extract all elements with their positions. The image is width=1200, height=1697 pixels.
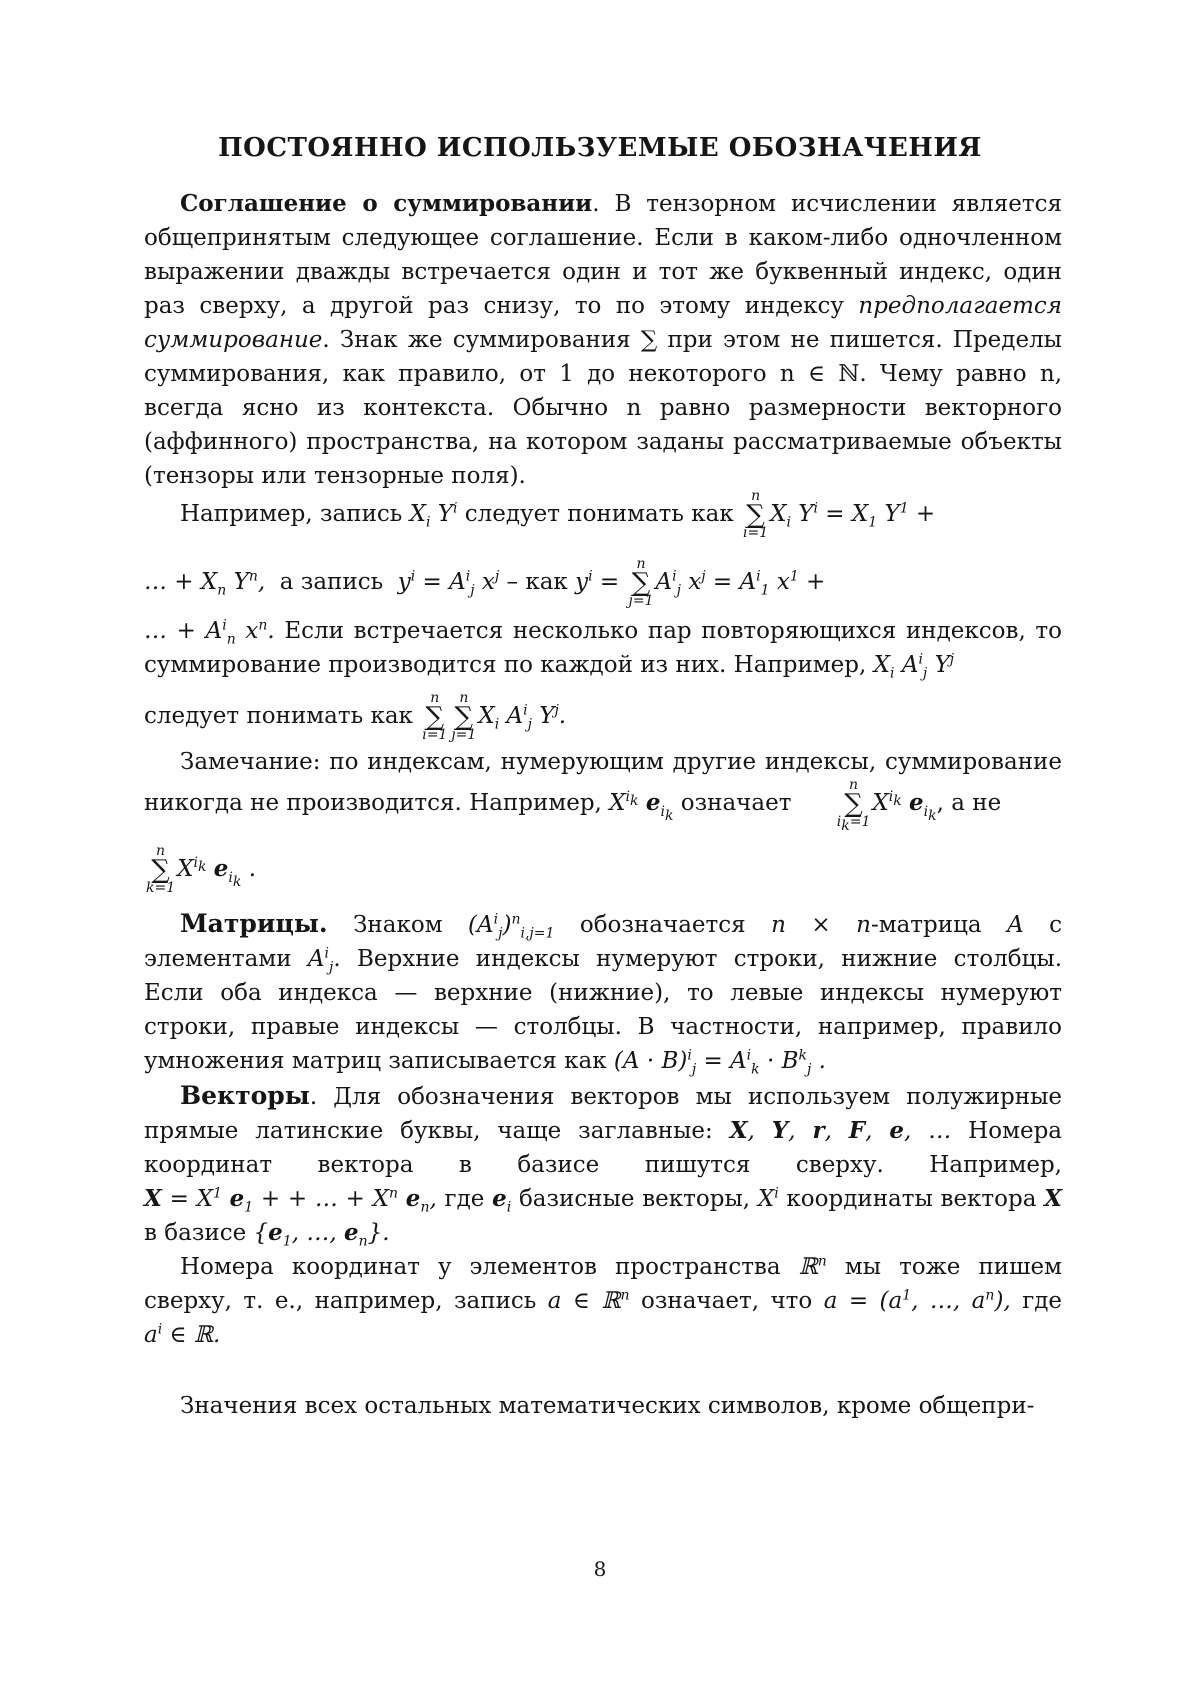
formula: ℝ$^n$ — [798, 1253, 827, 1280]
formula: $y^i = A^i_j$ $x^j$ — [397, 568, 500, 599]
formula: $X^{i_k}$ $e_{i_k}$ — [872, 789, 937, 824]
remark-text-3: , а не — [936, 790, 1002, 816]
formula: $(A^i_j)^n_{i,j=1}$ — [468, 911, 555, 942]
formula: $X^{i_k}$ $e_{i_k}$ . — [177, 855, 257, 890]
summation-paragraph — [144, 187, 1062, 493]
matrices-text-2: обозначается — [579, 912, 746, 938]
sum-symbol: n ∑ j=1 — [451, 690, 477, 743]
formula: $A^i_j$ — [307, 945, 334, 976]
formula: $a^i$ ∈ ℝ. — [144, 1321, 221, 1348]
formula: $a = (a^1$, …, $a^n$), — [823, 1287, 1011, 1314]
example-text-2: следует понимать как — [464, 501, 734, 527]
vectors-text-3: где — [444, 1186, 485, 1212]
page-heading: ПОСТОЯННО ИСПОЛЬЗУЕМЫЕ ОБОЗНАЧЕНИЯ — [218, 133, 982, 163]
summation-text-a: . В тензорном исчислении является общепринятым следующее соглашение. Если в каком-либо одночленном выражении дважды встречается один и тот же буквенный индекс, один раз сверху, а другой раз снизу, то по этому индексу — [144, 191, 1062, 319]
summation-emph: предполагается суммирование — [144, 293, 1062, 353]
summation-text-b: . Знак же суммирования ∑ при этом не пишется. Пределы суммирования, как правило, от 1 до некоторого n ∈ ℕ. Чему равно n, всегда ясно из контекста. Обычно n равно размерности векторного (аффинного) пространства, на котором заданы рассматриваемые объекты (тензоры или тензорные поля). — [144, 327, 1062, 489]
example-text-3: а запись — [279, 569, 384, 595]
example-text-5: Если встречается несколько пар повторяющихся индексов, то суммирование производится по каждой из них. Например, — [144, 618, 1062, 678]
example-line-2 — [144, 558, 1062, 608]
vectors-paragraph — [144, 1079, 1062, 1250]
formula: $X_i$ $A^i_j$ $Y^j$ — [873, 651, 955, 682]
matrices-text-3: -матрица — [870, 912, 982, 938]
formula: X, Y, r, F, e, … — [729, 1117, 952, 1144]
vectors-text-4: базисные векторы, — [518, 1186, 751, 1212]
formula: {$e_1$, …, $e_n$}. — [253, 1219, 390, 1250]
formula: $e_i$ — [492, 1185, 512, 1216]
formula: $X_i$ $Y^i$ — [409, 500, 458, 531]
matrices-text-4: с элементами — [144, 912, 1063, 972]
formula: $y^i$ = — [575, 568, 620, 595]
example-text-4: – как — [506, 569, 568, 595]
formula: A — [1007, 912, 1024, 938]
sum-symbol: n ∑ k=1 — [146, 843, 176, 896]
remark-text-1: Замечание: по индексам, нумерующим другие индексы, суммирование никогда не производится. Например, — [144, 749, 1062, 816]
remark-paragraph — [144, 745, 1062, 834]
formula: $X^{i_k}$ $e_{i_k}$ — [609, 789, 674, 824]
remark-text-2: означает — [680, 790, 792, 816]
matrices-paragraph — [144, 907, 1062, 1078]
remark-formula-line — [144, 845, 1062, 895]
formula: $X^i$ — [757, 1185, 779, 1212]
matrices-text-5: . Верхние индексы нумеруют строки, нижние столбцы. Если оба индекса — верхние (нижние), то левые индексы нумеруют строки, правые индексы — столбцы. В частности, например, правило умножения матриц записывается как — [144, 946, 1063, 1074]
matrices-title: Матрицы. — [180, 909, 328, 938]
sum-symbol: n ∑ i=1 — [743, 488, 769, 541]
example-line-1 — [180, 490, 1098, 540]
formula: … + $X_n$ $Y^n$, — [144, 568, 266, 599]
coords-text-1: Номера координат у элементов пространства — [180, 1254, 781, 1280]
matrices-text-1: Знаком — [353, 912, 443, 938]
coords-text-3: означает, что — [641, 1288, 813, 1314]
sum-symbol: n ∑ j=1 — [628, 556, 654, 609]
coords-text-4: где — [1022, 1288, 1063, 1314]
summation-title: Соглашение о суммировании — [180, 190, 593, 217]
formula: X — [1044, 1185, 1063, 1212]
coords-paragraph — [144, 1250, 1062, 1352]
example-text-1: Например, запись — [180, 501, 403, 527]
formula: $(A \cdot B)^i_j = A^i_k \cdot B^k_j$ . — [613, 1047, 826, 1078]
vectors-text-6: в базисе — [144, 1220, 247, 1246]
formula: $X_i$ $A^i_j$ $Y^j$. — [478, 702, 567, 733]
vectors-text-1: . Для обозначения векторов мы используем полужирные прямые латинские буквы, чаще заглавные: — [144, 1084, 1062, 1144]
vectors-text-2: Номера координат вектора в базисе пишутся сверху. Например, — [144, 1118, 1063, 1178]
coords-text-2: мы тоже пишем сверху, т. е., например, запись — [144, 1254, 1063, 1314]
formula: a ∈ ℝ$^n$ — [547, 1287, 630, 1314]
vectors-title: Векторы — [180, 1081, 310, 1110]
example-line-4 — [144, 692, 1062, 742]
vectors-text-5: координаты вектора — [786, 1186, 1037, 1212]
example-text-6: следует понимать как — [144, 703, 413, 729]
formula: $X = X^1$ $e_1$ + + … + $X^n$ $e_n$, — [144, 1185, 437, 1216]
formula: … + $A^i_n$ $x^n$. — [144, 617, 275, 648]
example-paragraph — [144, 614, 1062, 682]
formula: n × n — [771, 912, 871, 938]
sum-symbol: n ∑ $i_k=1$ — [836, 777, 871, 834]
sum-symbol: n ∑ i=1 — [422, 690, 448, 743]
tail-paragraph: Значения всех остальных математических символов, кроме общепри- — [180, 1393, 1035, 1419]
page-number: 8 — [593, 1557, 607, 1581]
formula: $A^i_j$ $x^j = A^i_1$ $x^1$ + — [655, 568, 826, 599]
formula: $X_i$ $Y^i = X_1$ $Y^1$ + — [770, 500, 936, 531]
